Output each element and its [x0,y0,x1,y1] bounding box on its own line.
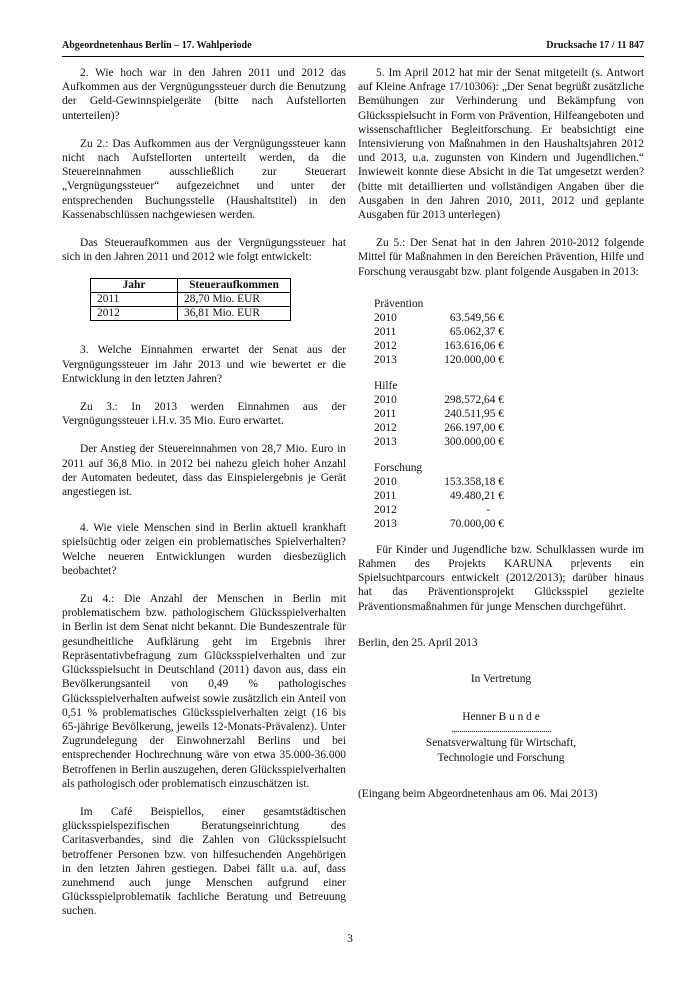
spending-group-forschung [374,461,504,531]
spending-row [374,407,504,421]
spending-category: Hilfe [374,379,398,392]
spending-list [374,297,504,531]
spending-amount: 70.000,00 € [449,517,504,530]
spending-row [374,517,504,531]
spending-amount: 120.000,00 € [444,353,504,366]
spending-year: 2011 [374,489,397,502]
table-cell-year: 2011 [91,293,178,307]
ministry-line-1: Senatsverwaltung für Wirtschaft, [425,737,577,750]
header-document-number: Drucksache 17 / 11 847 [546,40,644,51]
table-row [91,307,291,321]
header-rule [62,56,644,57]
spending-group-hilfe [374,379,504,449]
spending-amount: 163.616,06 € [444,339,504,352]
spending-year: 2011 [374,325,397,338]
spending-row [374,435,504,449]
spending-row [374,339,504,353]
page-header [62,40,644,56]
spending-year: 2013 [374,435,397,448]
table-cell-revenue: 28,70 Mio. EUR [178,293,291,307]
question-4: 4. Wie viele Menschen sind in Berlin aktuell krankhaft spielsüchtig oder zeigen ein problematisches Spielverhalten? Welche neueren Entwicklungen wurden diesbezüglich beobachtet? [62,522,346,577]
spending-year: 2010 [374,311,397,324]
spending-amount: 63.549,56 € [449,311,504,324]
answer-2: Zu 2.: Das Aufkommen aus der Vergnügungssteuer kann nicht nach Aufstellorten unterteilt werden, da die Steuereinnahmen ausschließlich zur Steuerart „Vergnügungssteuer“ aufgezeichnet und unter der entsprechenden Buchungsstelle (Haushaltstitel) in den Kassenabschlüssen nachgewiesen werden. [62,137,346,221]
table-cell-revenue: 36,81 Mio. EUR [178,307,291,321]
header-parliament: Abgeordnetenhaus Berlin – 17. Wahlperiode [62,40,252,51]
spending-group-praevention [374,297,504,367]
in-vertretung: In Vertretung [470,673,532,686]
place-and-date: Berlin, den 25. April 2013 [358,636,478,649]
table-cell-year: 2012 [91,307,178,321]
spending-row [374,421,504,435]
answer-5-continued: Für Kinder und Jugendliche bzw. Schulklassen wurde im Rahmen des Projekts KARUNA pr|events ein Spielsuchtparcours entwickelt (2012/2013); darüber hinaus hat das Präventionsprojekt Glücksspiel gezielte Präventionsmaßnahmen für junge Menschen durchgeführt. [358,543,644,613]
spending-amount: 240.511,95 € [444,407,504,420]
spending-category: Prävention [374,297,424,310]
spending-row [374,325,504,339]
spending-amount: - [486,503,490,516]
spending-row [374,393,504,407]
left-column [62,66,346,933]
spending-row [374,503,504,517]
table-header-row [91,279,291,293]
answer-4: Zu 4.: Die Anzahl der Menschen in Berlin mit problematischem bzw. pathologischem Glücksspielverhalten in Berlin ist dem Senat nicht bekannt. Die Bundeszentrale für gesundheitliche Aufklärung geht im Ergebnis ihrer Repräsentativbefragung zum Glücksspielverhalten und zur Glücksspielsucht in Deutschland (2011) davon aus, dass ein Bevölkerungsanteil von 0,49 % pathologisches Glücksspielverhalten aufweist sowie zusätzlich ein Anteil von 0,51 % problematisches Glücksspielverhalten zeigt (16 bis 65-jährige Bevölkerung, jeweils 12-Monats-Prävalenz). Unter Zugrundelegung der Einwohnerzahl Berlins und bei entsprechender Hochrechnung wäre von etwa 35.000-36.000 Betroffenen in Berlin auszugehen, deren Glücksspielverhalten als pathologisch oder problematisch einzuschätzen ist. [62,593,346,790]
question-2: 2. Wie hoch war in den Jahren 2011 und 2012 das Aufkommen aus der Vergnügungssteuer durch die Benutzung der Geld-Gewinnspielgeräte (bitte nach Aufstellorten unterteilen)? [62,67,346,122]
tax-revenue-table [90,278,291,321]
spending-row [374,353,504,367]
answer-4-continued: Im Café Beispiellos, einer gesamtstädtischen glücksspielspezifischen Beratungseinrichtung des Caritasverbandes, sind die Zahlen von Glücksspielsucht betroffener Personen bzw. von hilfesuchenden Angehörigen in den letzten Jahren gestiegen. Dabei fällt u.a. auf, dass zunehmend auch junge Menschen aufgrund einer Glücksspielproblematik fachliche Beratung und Betreuung suchen. [62,805,346,918]
spending-row [374,489,504,503]
ministry-line-2: Technologie und Forschung [437,751,565,764]
spending-year: 2013 [374,353,397,366]
spending-year: 2012 [374,339,397,352]
spending-category: Forschung [374,461,423,474]
answer-3-continued: Der Anstieg der Steuereinnahmen von 28,7 Mio. Euro in 2011 auf 36,8 Mio. in 2012 bei nahezu gleich hoher Anzahl der Automaten bedeutet, dass das Einspielergebnis je Gerät angestiegen ist. [62,443,346,499]
spending-amount: 300.000,00 € [444,435,504,448]
column-header-year: Jahr [91,279,178,293]
answer-2-continued: Das Steueraufkommen aus der Vergnügungssteuer hat sich in den Jahren 2011 und 2012 wie folgt entwickelt: [62,237,346,264]
spending-year: 2011 [374,407,397,420]
spending-amount: 65.062,37 € [449,325,504,338]
spending-amount: 153.358,18 € [444,475,504,488]
receipt-note: (Eingang beim Abgeordnetenhaus am 06. Mai 2013) [358,787,598,800]
spending-year: 2013 [374,517,397,530]
spending-amount: 298.572,64 € [444,393,504,406]
spending-year: 2012 [374,421,397,434]
signature-line: .................................................. [451,724,551,736]
spending-year: 2010 [374,475,397,488]
answer-5: Zu 5.: Der Senat hat in den Jahren 2010-2012 folgende Mittel für Maßnahmen in den Bereichen Prävention, Hilfe und Forschung verausgabt bzw. plant folgende Ausgaben in 2013: [358,237,644,278]
spending-row [374,311,504,325]
signer-name: Henner B u n d e [462,711,540,724]
spending-amount: 49.480,21 € [449,489,504,502]
spending-amount: 266.197,00 € [444,421,504,434]
spending-year: 2012 [374,503,397,516]
page-number: 3 [347,933,353,945]
spending-row [374,475,504,489]
table-row [91,293,291,307]
column-header-revenue: Steueraufkommen [178,279,291,293]
answer-3: Zu 3.: In 2013 werden Einnahmen aus der Vergnügungssteuer i.H.v. 35 Mio. Euro erwartet. [62,401,346,428]
question-5: 5. Im April 2012 hat mir der Senat mitgeteilt (s. Antwort auf Kleine Anfrage 17/10306): „Der Senat begrüßt zusätzliche Bemühungen zur Verhinderung und Bekämpfung von Glücksspielsucht in Form von Prävention, Hilfeangeboten und wissenschaftlicher Begleitforschung. Er beabsichtigt eine Intensivierung von Maßnahmen in den Haushaltsjahren 2012 und 2013, u.a. zugunsten von Kindern und Jugendlichen.“ Inwieweit konnte diese Absicht in die Tat umgesetzt werden? (bitte mit detaillierten und vollständigen Angaben über die Ausgaben in den Jahren 2010, 2011, 2012 und geplante Ausgaben für 2013 unterlegen) [358,67,644,222]
question-3: 3. Welche Einnahmen erwartet der Senat aus der Vergnügungssteuer im Jahr 2013 und wie bewertet er die Entwicklung in den letzten Jahren? [62,344,346,385]
spending-year: 2010 [374,393,397,406]
right-column [358,66,644,815]
